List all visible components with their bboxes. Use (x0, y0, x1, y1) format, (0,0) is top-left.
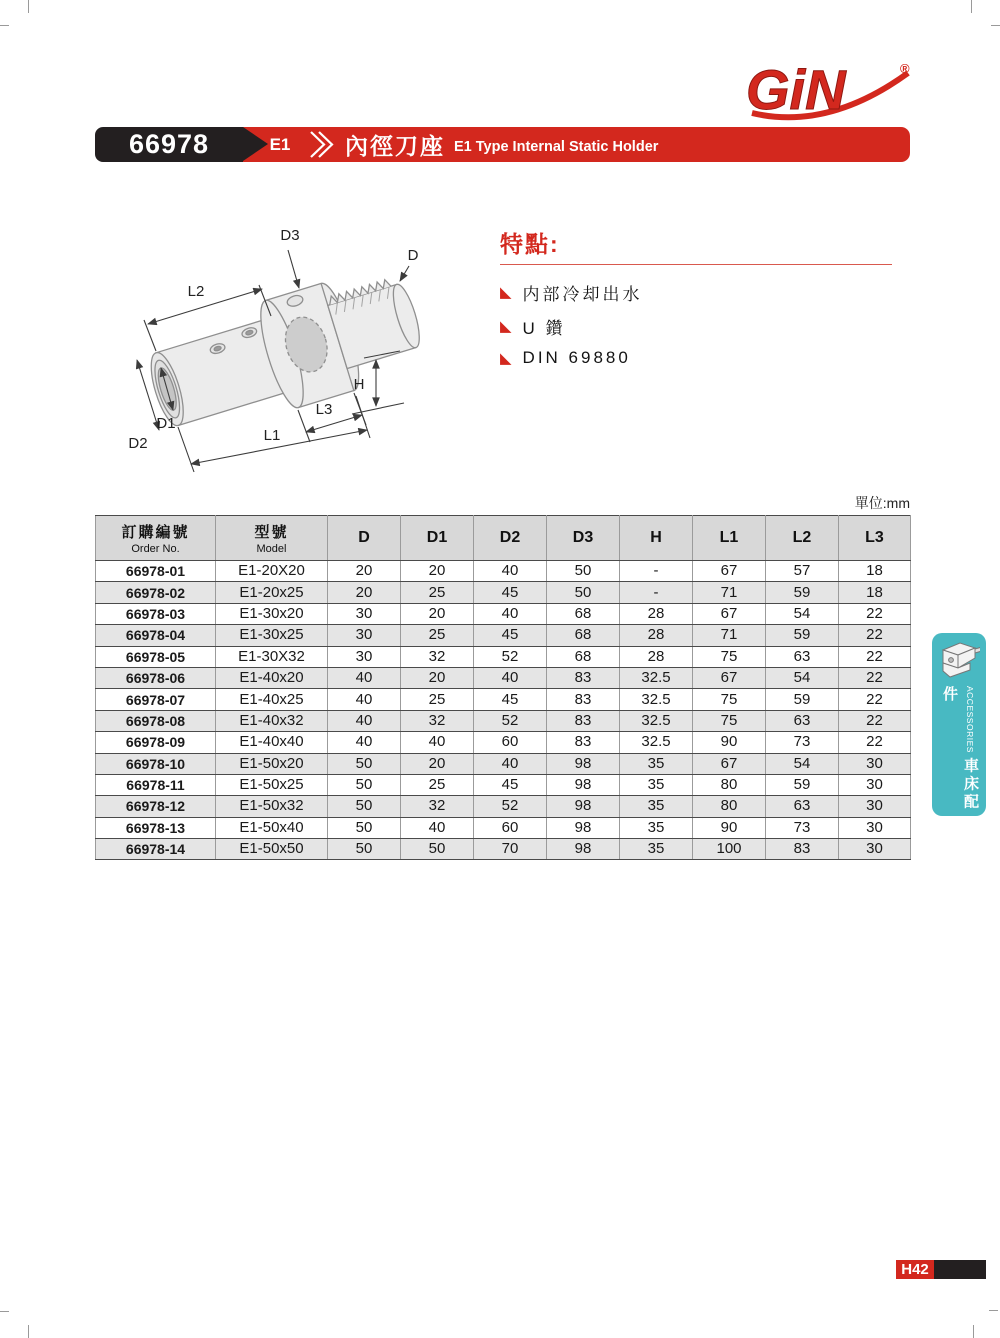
dim-value-cell: 40 (328, 710, 401, 731)
dim-value-cell: 20 (328, 582, 401, 603)
column-header-d1: D1 (401, 516, 474, 561)
model-cell: E1-50x25 (216, 774, 328, 795)
dim-value-cell: 30 (839, 796, 911, 817)
dim-value-cell: 30 (839, 817, 911, 838)
model-cell: E1-40x25 (216, 689, 328, 710)
table-header-row (96, 516, 911, 561)
page-number: H42 (896, 1260, 934, 1279)
dim-value-cell: 52 (474, 646, 547, 667)
dim-value-cell: 40 (328, 732, 401, 753)
triangle-bullet-icon: ◣ (500, 349, 512, 367)
dimensions-table (95, 515, 910, 860)
dim-value-cell: 35 (620, 817, 693, 838)
table-row (96, 667, 911, 688)
dim-value-cell: 20 (401, 561, 474, 582)
order-no-cell: 66978-03 (96, 603, 216, 624)
crop-mark (991, 25, 1000, 26)
model-cell: E1-50x40 (216, 817, 328, 838)
dim-value-cell: 20 (328, 561, 401, 582)
dim-value-cell: 35 (620, 774, 693, 795)
section-header-bar (95, 127, 910, 162)
dim-value-cell: 98 (547, 796, 620, 817)
crop-mark (28, 1325, 29, 1338)
dim-value-cell: 22 (839, 625, 911, 646)
crop-mark (0, 25, 9, 26)
dim-value-cell: 98 (547, 817, 620, 838)
dim-value-cell: 50 (547, 582, 620, 603)
dim-value-cell: 40 (474, 603, 547, 624)
features-rule (500, 264, 892, 265)
dim-value-cell: 25 (401, 774, 474, 795)
column-header-d3: D3 (547, 516, 620, 561)
dim-value-cell: 28 (620, 603, 693, 624)
dim-value-cell: 98 (547, 774, 620, 795)
page-title-zh: 內徑刀座 (345, 133, 445, 159)
dim-value-cell: 40 (328, 689, 401, 710)
dim-value-cell: 32 (401, 646, 474, 667)
table-row (96, 774, 911, 795)
column-header-order: 訂購編號 Order No. (96, 516, 216, 561)
page-number-black-bar (934, 1260, 986, 1279)
product-code: 66978 (128, 129, 210, 159)
dim-value-cell: 30 (328, 625, 401, 646)
dim-label-d1: D1 (156, 415, 176, 432)
order-no-cell: 66978-11 (96, 774, 216, 795)
dim-value-cell: 32.5 (620, 689, 693, 710)
lathe-holder-icon (938, 638, 980, 684)
dim-value-cell: 22 (839, 732, 911, 753)
table-row (96, 839, 911, 860)
dim-value-cell: 35 (620, 753, 693, 774)
features-heading: 特點: (500, 231, 560, 257)
table-row (96, 753, 911, 774)
dim-value-cell: 45 (474, 689, 547, 710)
dim-value-cell: 59 (766, 774, 839, 795)
model-cell: E1-50x20 (216, 753, 328, 774)
dim-value-cell: 75 (693, 710, 766, 731)
feature-item (500, 314, 892, 339)
order-no-cell: 66978-02 (96, 582, 216, 603)
dim-value-cell: 60 (474, 732, 547, 753)
order-no-cell: 66978-04 (96, 625, 216, 646)
dim-value-cell: 98 (547, 753, 620, 774)
dim-value-cell: 83 (547, 710, 620, 731)
chevron-right-icon (308, 130, 338, 159)
dim-value-cell: 22 (839, 667, 911, 688)
order-no-cell: 66978-10 (96, 753, 216, 774)
model-cell: E1-20X20 (216, 561, 328, 582)
dim-value-cell: 54 (766, 667, 839, 688)
dim-value-cell: 25 (401, 625, 474, 646)
dim-value-cell: 75 (693, 689, 766, 710)
technical-drawing (112, 224, 462, 481)
dim-value-cell: 70 (474, 839, 547, 860)
order-no-cell: 66978-09 (96, 732, 216, 753)
dim-value-cell: 40 (401, 732, 474, 753)
order-no-cell: 66978-13 (96, 817, 216, 838)
table-row (96, 732, 911, 753)
dim-value-cell: 30 (839, 753, 911, 774)
dim-value-cell: 32.5 (620, 732, 693, 753)
dim-value-cell: 30 (839, 774, 911, 795)
order-no-cell: 66978-14 (96, 839, 216, 860)
dim-value-cell: 60 (474, 817, 547, 838)
dim-value-cell: 68 (547, 603, 620, 624)
registered-mark: ® (900, 61, 910, 76)
dim-value-cell: 20 (401, 603, 474, 624)
crop-mark (0, 1311, 9, 1312)
dim-value-cell: 98 (547, 839, 620, 860)
dim-value-cell: 40 (474, 753, 547, 774)
dim-value-cell: 50 (401, 839, 474, 860)
side-tab-text-en: LATHE MACHINE ACCESSORIES (965, 686, 995, 761)
feature-item (500, 280, 892, 305)
dim-value-cell: 80 (693, 796, 766, 817)
model-cell: E1-50x50 (216, 839, 328, 860)
dim-value-cell: 32.5 (620, 710, 693, 731)
series-label: E1 (269, 135, 291, 154)
dim-value-cell: 59 (766, 625, 839, 646)
table-row (96, 625, 911, 646)
dim-value-cell: 32 (401, 796, 474, 817)
dim-value-cell: 28 (620, 646, 693, 667)
feature-item (500, 348, 892, 368)
dim-value-cell: 45 (474, 625, 547, 646)
crop-mark (973, 1325, 974, 1338)
dim-value-cell: - (620, 582, 693, 603)
dim-value-cell: 18 (839, 582, 911, 603)
dim-value-cell: 30 (328, 646, 401, 667)
dim-value-cell: 40 (328, 667, 401, 688)
dim-value-cell: 45 (474, 774, 547, 795)
dim-value-cell: 83 (547, 732, 620, 753)
dim-value-cell: 59 (766, 689, 839, 710)
dim-value-cell: 28 (620, 625, 693, 646)
dim-value-cell: 71 (693, 625, 766, 646)
table-row (96, 817, 911, 838)
category-side-tab (932, 633, 995, 816)
column-header-l2: L2 (766, 516, 839, 561)
table-row (96, 710, 911, 731)
dim-label-l2: L2 (187, 283, 205, 300)
table-row (96, 646, 911, 667)
dim-value-cell: 67 (693, 753, 766, 774)
dim-value-cell: 83 (547, 689, 620, 710)
dim-value-cell: 30 (839, 839, 911, 860)
dim-value-cell: 40 (474, 561, 547, 582)
dim-value-cell: 73 (766, 732, 839, 753)
model-cell: E1-30x20 (216, 603, 328, 624)
order-no-cell: 66978-05 (96, 646, 216, 667)
dim-value-cell: 50 (328, 753, 401, 774)
dim-label-h: H (353, 376, 365, 393)
dim-value-cell: 30 (328, 603, 401, 624)
table-row (96, 561, 911, 582)
order-no-cell: 66978-01 (96, 561, 216, 582)
page-title-en: E1 Type Internal Static Holder (454, 138, 659, 155)
dim-value-cell: 50 (328, 796, 401, 817)
dim-value-cell: 67 (693, 561, 766, 582)
dim-value-cell: 73 (766, 817, 839, 838)
order-no-cell: 66978-12 (96, 796, 216, 817)
dim-value-cell: 50 (547, 561, 620, 582)
dim-value-cell: 40 (474, 667, 547, 688)
triangle-bullet-icon: ◣ (500, 318, 512, 335)
dim-value-cell: 25 (401, 582, 474, 603)
logo-text: GiN (746, 58, 846, 121)
dim-value-cell: 59 (766, 582, 839, 603)
dim-value-cell: 54 (766, 753, 839, 774)
dim-label-d: D (407, 247, 419, 264)
table-row (96, 796, 911, 817)
triangle-bullet-icon: ◣ (500, 284, 512, 301)
gin-logo (738, 55, 923, 125)
page-number-badge (896, 1260, 986, 1279)
dim-value-cell: 40 (401, 817, 474, 838)
feature-text: DIN 69880 (522, 348, 631, 367)
model-cell: E1-40x32 (216, 710, 328, 731)
dim-value-cell: 22 (839, 646, 911, 667)
column-header-h: H (620, 516, 693, 561)
model-cell: E1-40x20 (216, 667, 328, 688)
model-cell: E1-40x40 (216, 732, 328, 753)
dim-value-cell: 52 (474, 710, 547, 731)
crop-mark (28, 0, 29, 13)
dim-value-cell: 25 (401, 689, 474, 710)
order-no-cell: 66978-06 (96, 667, 216, 688)
feature-text: U 鑽 (522, 319, 566, 338)
dim-value-cell: 20 (401, 667, 474, 688)
column-header-d: D (328, 516, 401, 561)
dim-label-d2: D2 (128, 435, 148, 452)
dim-value-cell: 100 (693, 839, 766, 860)
dim-value-cell: 90 (693, 817, 766, 838)
side-tab-text-zh: 車床配件 (941, 686, 979, 812)
dim-label-l1: L1 (263, 427, 281, 444)
crop-mark (971, 0, 972, 13)
model-cell: E1-30x25 (216, 625, 328, 646)
feature-text: 内部冷却出水 (522, 285, 643, 304)
dim-label-d3: D3 (280, 227, 300, 244)
dim-value-cell: 50 (328, 774, 401, 795)
dim-value-cell: 67 (693, 603, 766, 624)
dim-value-cell: 80 (693, 774, 766, 795)
dim-value-cell: 50 (328, 817, 401, 838)
model-cell: E1-50x32 (216, 796, 328, 817)
model-cell: E1-20x25 (216, 582, 328, 603)
order-no-cell: 66978-08 (96, 710, 216, 731)
dim-value-cell: 35 (620, 839, 693, 860)
dim-value-cell: 35 (620, 796, 693, 817)
dim-value-cell: 54 (766, 603, 839, 624)
dim-value-cell: 22 (839, 603, 911, 624)
model-cell: E1-30X32 (216, 646, 328, 667)
column-header-d2: D2 (474, 516, 547, 561)
dim-value-cell: 63 (766, 646, 839, 667)
dim-value-cell: - (620, 561, 693, 582)
table-row (96, 603, 911, 624)
table-row (96, 689, 911, 710)
dim-value-cell: 75 (693, 646, 766, 667)
dim-value-cell: 45 (474, 582, 547, 603)
dim-value-cell: 83 (766, 839, 839, 860)
unit-note: 單位:mm (854, 495, 910, 511)
dim-value-cell: 32 (401, 710, 474, 731)
dim-value-cell: 22 (839, 710, 911, 731)
column-header-l3: L3 (839, 516, 911, 561)
dim-value-cell: 67 (693, 667, 766, 688)
dim-value-cell: 71 (693, 582, 766, 603)
dim-value-cell: 20 (401, 753, 474, 774)
dim-value-cell: 18 (839, 561, 911, 582)
column-header-model: 型號 Model (216, 516, 328, 561)
dim-label-l3: L3 (315, 401, 333, 418)
dim-value-cell: 22 (839, 689, 911, 710)
dim-value-cell: 83 (547, 667, 620, 688)
dim-value-cell: 52 (474, 796, 547, 817)
crop-mark (989, 1310, 998, 1311)
table-row (96, 582, 911, 603)
column-header-l1: L1 (693, 516, 766, 561)
features-section (500, 226, 892, 377)
dim-value-cell: 68 (547, 625, 620, 646)
dim-value-cell: 68 (547, 646, 620, 667)
dim-value-cell: 57 (766, 561, 839, 582)
dim-value-cell: 63 (766, 796, 839, 817)
dim-value-cell: 32.5 (620, 667, 693, 688)
dim-value-cell: 50 (328, 839, 401, 860)
features-list (500, 280, 892, 368)
order-no-cell: 66978-07 (96, 689, 216, 710)
dim-value-cell: 90 (693, 732, 766, 753)
dim-value-cell: 63 (766, 710, 839, 731)
